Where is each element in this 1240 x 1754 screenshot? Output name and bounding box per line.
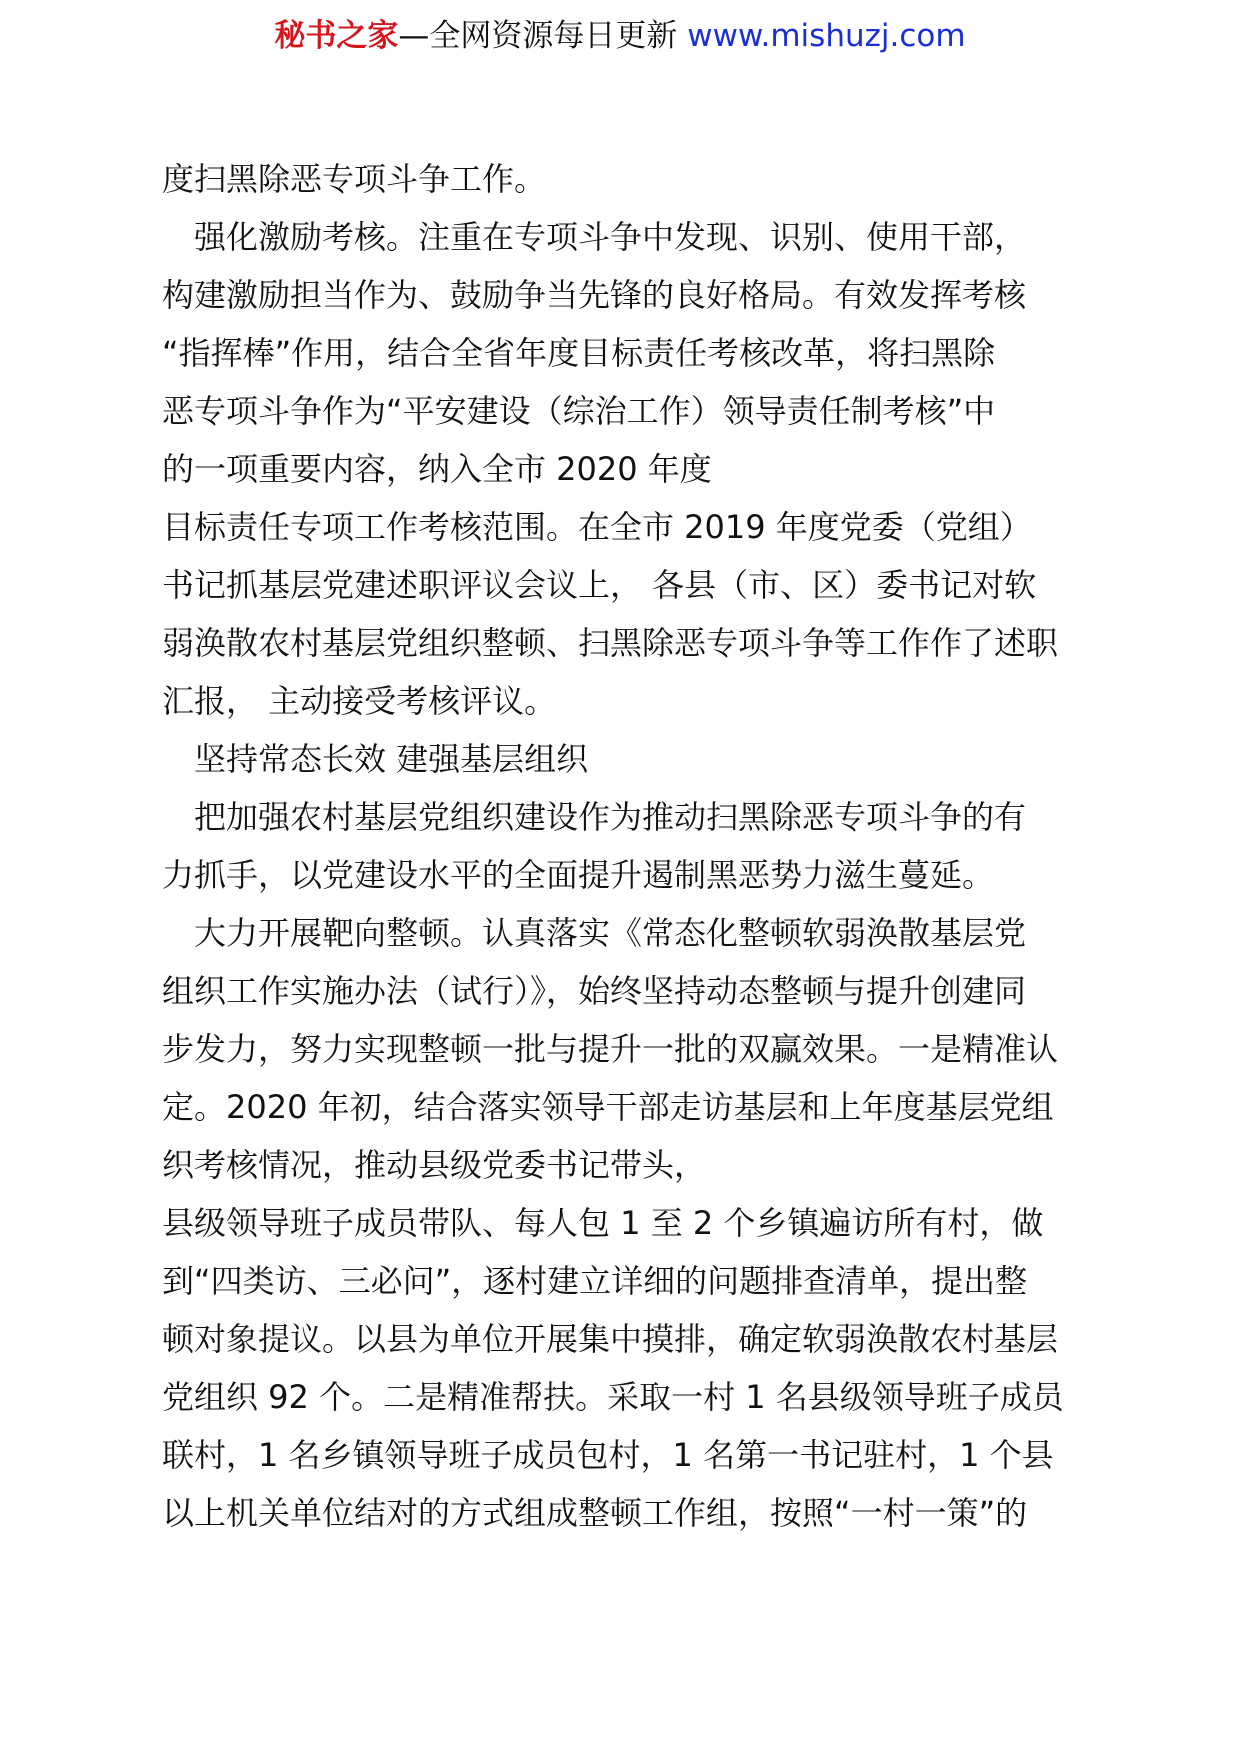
text-line: 汇报， 主动接受考核评议。 <box>162 682 557 720</box>
section-heading: 坚持常态长效 建强基层组织 <box>162 740 589 778</box>
text-line: 的一项重要内容，纳入全市 2020 年度 <box>162 450 712 488</box>
text-line: 目标责任专项工作考核范围。在全市 2019 年度党委（党组） <box>162 508 1032 546</box>
text-line: 度扫黑除恶专项斗争工作。 <box>162 160 547 198</box>
site-url-link[interactable]: www.mishuzj.com <box>687 18 966 54</box>
text-line: 力抓手，以党建设水平的全面提升遏制黑恶势力滋生蔓延。 <box>162 856 995 894</box>
text-line: 定。2020 年初，结合落实领导干部走访基层和上年度基层党组 <box>162 1088 1054 1126</box>
page-header <box>0 14 1240 58</box>
text-line: 顿对象提议。以县为单位开展集中摸排，确定软弱涣散农村基层 <box>162 1320 1059 1358</box>
text-line: “指挥棒”作用，结合全省年度目标责任考核改革，将扫黑除 <box>162 334 996 372</box>
header-tagline: —全网资源每日更新 <box>398 18 678 54</box>
text-line: 强化激励考核。注重在专项斗争中发现、识别、使用干部， <box>162 218 1027 256</box>
brand-name: 秘书之家 <box>274 18 399 54</box>
text-line: 党组织 92 个。二是精准帮扶。采取一村 1 名县级领导班子成员 <box>162 1378 1064 1416</box>
text-line: 县级领导班子成员带队、每人包 1 至 2 个乡镇遍访所有村，做 <box>162 1204 1044 1242</box>
text-line: 联村，1 名乡镇领导班子成员包村，1 名第一书记驻村，1 个县 <box>162 1436 1054 1474</box>
text-line: 构建激励担当作为、鼓励争当先锋的良好格局。有效发挥考核 <box>162 276 1027 314</box>
text-line: 到“四类访、三必问”，逐村建立详细的问题排查清单，提出整 <box>162 1262 1028 1300</box>
text-line: 书记抓基层党建述职评议会议上， 各县（市、区）委书记对软 <box>162 566 1037 604</box>
text-line: 大力开展靶向整顿。认真落实《常态化整顿软弱涣散基层党 <box>162 914 1027 952</box>
text-line: 恶专项斗争作为“平安建设（综治工作）领导责任制考核”中 <box>162 392 996 430</box>
text-line: 织考核情况，推动县级党委书记带头， <box>162 1146 707 1184</box>
text-line: 组织工作实施办法（试行）》，始终坚持动态整顿与提升创建同 <box>162 972 1027 1010</box>
document-body <box>162 150 1102 1542</box>
text-line: 弱涣散农村基层党组织整顿、扫黑除恶专项斗争等工作作了述职 <box>162 624 1059 662</box>
text-line: 把加强农村基层党组织建设作为推动扫黑除恶专项斗争的有 <box>162 798 1027 836</box>
text-line: 步发力，努力实现整顿一批与提升一批的双赢效果。一是精准认 <box>162 1030 1059 1068</box>
text-line: 以上机关单位结对的方式组成整顿工作组，按照“一村一策”的 <box>162 1494 1028 1532</box>
